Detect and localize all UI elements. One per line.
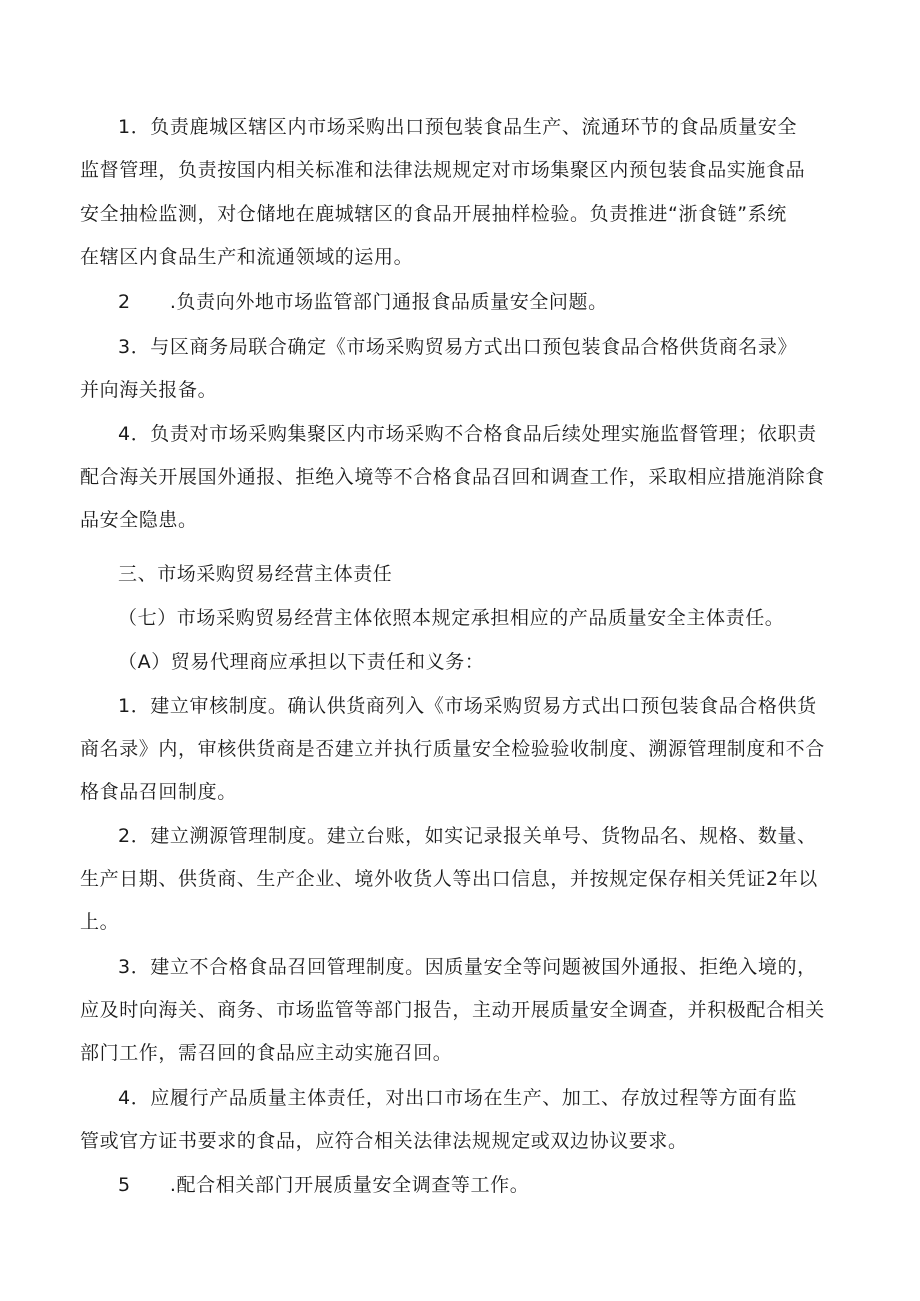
paragraph-1-line-3: 安全抽检监测，对仓储地在鹿城辖区的食品开展抽样检验。负责推进“浙食链”系统 — [80, 203, 787, 225]
paragraph-3-line-1: 3．与区商务局联合确定《市场采购贸易方式出口预包装食品合格供货商名录》 — [118, 336, 798, 358]
item-2-line-3: 上。 — [80, 911, 120, 933]
item-3-line-3: 部门工作，需召回的食品应主动实施召回。 — [80, 1042, 453, 1064]
item-1-line-2: 商名录》内，审核供货商是否建立并执行质量安全检验验收制度、溯源管理制度和不合 — [80, 738, 825, 760]
paragraph-1-line-4: 在辖区内食品生产和流通领域的运用。 — [80, 246, 414, 268]
sub-clause-a-line-1: （A）贸易代理商应承担以下责任和义务： — [118, 651, 485, 673]
item-4-line-2: 管或官方证书要求的食品，应符合相关法律法规规定或双边协议要求。 — [80, 1130, 688, 1152]
item-1-line-1: 1．建立审核制度。确认供货商列入《市场采购贸易方式出口预包装食品合格供货 — [118, 695, 817, 717]
item-5-line-1: 5 .配合相关部门开展质量安全调查等工作。 — [118, 1174, 530, 1196]
paragraph-4-line-3: 品安全隐患。 — [80, 509, 198, 531]
paragraph-3-line-2: 并向海关报备。 — [80, 379, 218, 401]
paragraph-4-line-1: 4．负责对市场采购集聚区内市场采购不合格食品后续处理实施监督管理；依职责 — [118, 423, 817, 445]
paragraph-2-line-1: 2 .负责向外地市场监管部门通报食品质量安全问题。 — [118, 291, 608, 313]
item-3-line-1: 3．建立不合格食品召回管理制度。因质量安全等问题被国外通报、拒绝入境的， — [118, 956, 817, 978]
paragraph-1-line-2: 监督管理，负责按国内相关标准和法律法规规定对市场集聚区内预包装食品实施食品 — [80, 159, 806, 181]
item-2-line-1: 2．建立溯源管理制度。建立台账，如实记录报关单号、货物品名、规格、数量、 — [118, 825, 817, 847]
clause-7-line-1: （七）市场采购贸易经营主体依照本规定承担相应的产品质量安全主体责任。 — [118, 607, 785, 629]
item-4-line-1: 4．应履行产品质量主体责任，对出口市场在生产、加工、存放过程等方面有监 — [118, 1087, 798, 1109]
paragraph-1-line-1: 1．负责鹿城区辖区内市场采购出口预包装食品生产、流通环节的食品质量安全 — [118, 116, 798, 138]
item-2-line-2: 生产日期、供货商、生产企业、境外收货人等出口信息，并按规定保存相关凭证2年以 — [80, 868, 818, 890]
item-3-line-2: 应及时向海关、商务、市场监管等部门报告，主动开展质量安全调查，并积极配合相关 — [80, 999, 825, 1021]
section-heading: 三、市场采购贸易经营主体责任 — [118, 563, 393, 585]
item-1-line-3: 格食品召回制度。 — [80, 781, 237, 803]
paragraph-4-line-2: 配合海关开展国外通报、拒绝入境等不合格食品召回和调查工作，采取相应措施消除食 — [80, 466, 825, 488]
